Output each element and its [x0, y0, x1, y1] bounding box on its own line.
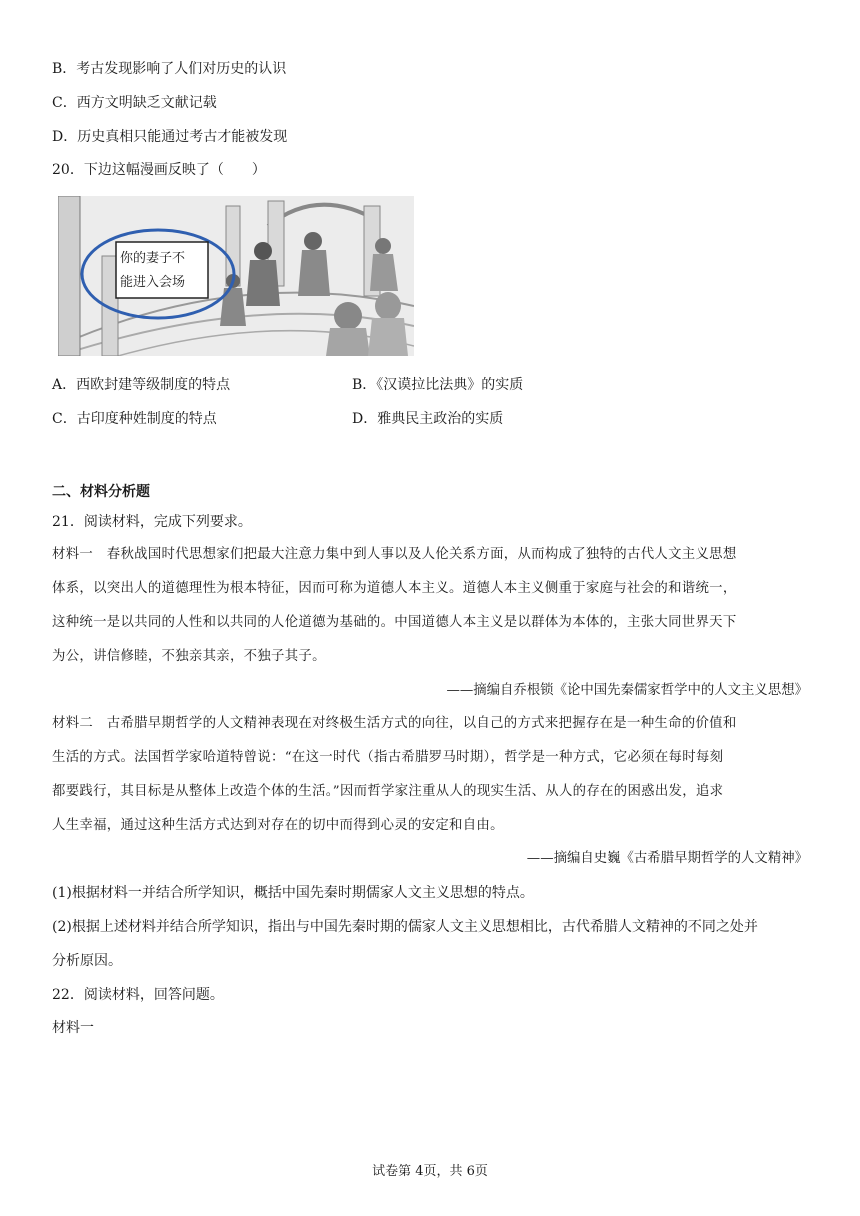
section-title: 二、材料分析题 [52, 484, 150, 500]
material-1-line-3: 这种统一是以共同的人性和以共同的人伦道德为基础的。中国道德人本主义是以群体为本体的，主张大同世界天下 [52, 615, 737, 630]
q20-cartoon [58, 196, 414, 356]
cartoon-speech-text-1: 你的妻子不 [120, 251, 186, 266]
q21-part-2-line-2: 分析原因。 [52, 953, 122, 969]
material-2-line-4: 人生幸福，通过这种生活方式达到对存在的切中而得到心灵的安定和自由。 [52, 818, 504, 833]
material-2-line-3: 都要践行，其目标是从整体上改造个体的生活。”因而哲学家注重从人的现实生活、从人的存在的困惑出发，追求 [52, 784, 724, 799]
q19-option-d: D．历史真相只能通过考古才能被发现 [52, 129, 288, 145]
q20-option-a: A．西欧封建等级制度的特点 [52, 377, 231, 393]
q19-option-c: C．西方文明缺乏文献记载 [52, 95, 217, 111]
q21-stem: 21．阅读材料，完成下列要求。 [52, 514, 252, 530]
material-2-line-2: 生活的方式。法国哲学家哈道特曾说：“在这一时代（指古希腊罗马时期），哲学是一种方式，它必须在每时每刻 [52, 750, 724, 765]
q20-stem: 20．下边这幅漫画反映了（ ） [52, 162, 266, 178]
cartoon-speech-text-2: 能进入会场 [120, 275, 186, 290]
page-footer: 试卷第 4页，共 6页 [372, 1164, 488, 1179]
q22-stem: 22．阅读材料，回答问题。 [52, 987, 224, 1003]
material-1-source: ——摘编自乔根锁《论中国先秦儒家哲学中的人文主义思想》 [446, 683, 808, 698]
material-2-source: ——摘编自史巍《古希腊早期哲学的人文精神》 [526, 851, 808, 866]
material-1-line-1: 材料一 春秋战国时代思想家们把最大注意力集中到人事以及人伦关系方面，从而构成了独特的古代人文主义思想 [52, 547, 737, 562]
q20-option-c: C．古印度种姓制度的特点 [52, 411, 217, 427]
material-1-line-4: 为公，讲信修睦，不独亲其亲，不独子其子。 [52, 649, 326, 664]
cartoon-drawing [58, 196, 414, 356]
q21-part-1: (1)根据材料一并结合所学知识，概括中国先秦时期儒家人文主义思想的特点。 [52, 885, 534, 901]
material-2-line-1: 材料二 古希腊早期哲学的人文精神表现在对终极生活方式的向往，以自己的方式来把握存在是一种生命的价值和 [52, 716, 737, 731]
q20-option-d: D．雅典民主政治的实质 [352, 411, 504, 427]
q20-option-b: B．《汉谟拉比法典》的实质 [352, 377, 524, 393]
q21-part-2-line-1: (2)根据上述材料并结合所学知识，指出与中国先秦时期的儒家人文主义思想相比，古代希腊人文精神的不同之处并 [52, 919, 758, 935]
q22-material-1: 材料一 [52, 1020, 94, 1036]
q19-option-b: B．考古发现影响了人们对历史的认识 [52, 61, 287, 77]
material-1-line-2: 体系，以突出人的道德理性为根本特征，因而可称为道德人本主义。道德人本主义侧重于家庭与社会的和谐统一， [52, 581, 737, 596]
